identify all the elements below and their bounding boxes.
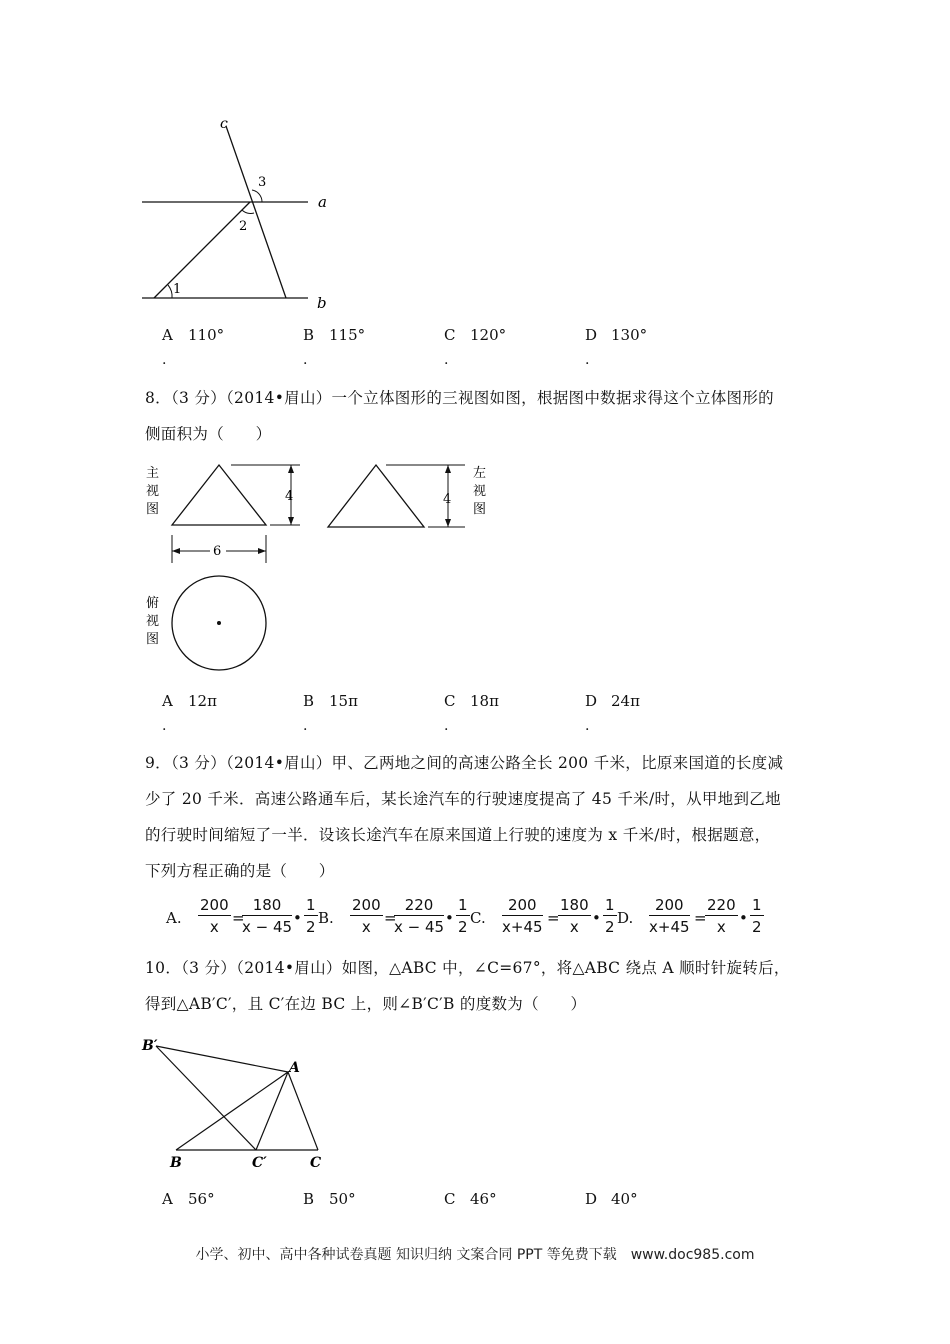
q7-option-a[interactable]: A 110°	[162, 326, 225, 344]
label-1: 1	[173, 282, 182, 297]
q9-stem	[145, 745, 825, 889]
page-footer: 小学、初中、高中各种试卷真题 知识归纳 文案合同 PPT 等免费下载 www.doc985.com	[195, 1247, 755, 1263]
q9-option-a-rhs: $\frac{180}{x - 45}$	[242, 896, 293, 936]
q10-option-d[interactable]: D 40°	[585, 1190, 638, 1208]
q9-line-3: 的行驶时间缩短了一半．设该长途汽车在原来国道上行驶的速度为 x 千米/时，根据题意，	[145, 826, 771, 844]
top-view-center	[217, 621, 221, 625]
q9-option-d-half: $\frac{1}{2}$	[752, 896, 762, 936]
svg-text:视: 视	[146, 484, 160, 499]
q7-option-dot: .	[444, 352, 449, 368]
q9-line-2: 少了 20 千米．高速公路通车后，某长途汽车的行驶速度提高了 45 千米/时，从甲地到乙地	[145, 790, 781, 808]
q8-line-1: 8．（3 分）（2014•眉山）一个立体图形的三视图如图，根据图中数据求得这个立体图形的	[145, 389, 774, 407]
q10-line-1: 10．（3 分）（2014•眉山）如图，△ABC 中，∠C=67°，将△ABC 绕点 A 顺时针旋转后，	[145, 959, 790, 977]
label-c: c	[220, 116, 228, 132]
q9-option-d-times: •	[739, 909, 748, 927]
front-view-triangle	[172, 465, 266, 525]
angle-2-arc	[242, 210, 254, 214]
label-A: A	[289, 1060, 300, 1076]
q7-option-dot: .	[162, 352, 167, 368]
q9-option-d-rhs: $\frac{220}{x}$	[707, 896, 736, 936]
svg-text:图: 图	[146, 632, 160, 647]
side-view-triangle	[328, 465, 424, 527]
q8-three-views-figure	[140, 455, 500, 680]
q10-option-a[interactable]: A 56°	[162, 1190, 215, 1208]
angle-1-arc	[168, 285, 172, 298]
q9-option-d-eq: =	[694, 909, 707, 927]
q7-option-dot: .	[585, 352, 590, 368]
q9-option-a-times: •	[293, 909, 302, 927]
q9-option-c-half: $\frac{1}{2}$	[605, 896, 615, 936]
svg-text:俯: 俯	[146, 596, 160, 611]
label-C: C	[310, 1155, 322, 1171]
q8-stem	[145, 380, 825, 452]
q9-option-b-eq: =	[384, 909, 397, 927]
q10-figure	[140, 1032, 340, 1177]
q10-option-c[interactable]: C 46°	[444, 1190, 497, 1208]
label-3: 3	[258, 175, 267, 190]
front-height-value: 4	[285, 489, 294, 504]
line-c	[226, 126, 286, 298]
label-B: B	[170, 1155, 182, 1171]
svg-text:图: 图	[473, 502, 487, 517]
label-Bp: B′	[142, 1038, 158, 1054]
front-view-label	[146, 466, 159, 517]
side-height-value: 4	[443, 492, 452, 507]
q9-option-a-label[interactable]: A.	[166, 909, 182, 927]
transversal	[154, 202, 250, 298]
q10-line-2: 得到△AB′C′，且 C′在边 BC 上，则∠B′C′B 的度数为（ ）	[145, 995, 587, 1013]
arrow-up	[445, 465, 451, 473]
angle-3-arc	[252, 190, 262, 202]
arrow-left	[172, 548, 180, 554]
q9-line-1: 9．（3 分）（2014•眉山）甲、乙两地之间的高速公路全长 200 千米，比原来国道的长度减	[145, 754, 784, 772]
side-view-label	[473, 466, 486, 517]
q9-option-d-label[interactable]: D.	[617, 909, 634, 927]
q9-option-b-lhs: $\frac{200}{x}$	[352, 896, 381, 936]
q9-option-a-lhs: $\frac{200}{x}$	[200, 896, 229, 936]
arrow-right	[258, 548, 266, 554]
label-b: b	[317, 294, 327, 312]
label-2: 2	[239, 219, 248, 234]
width-value: 6	[213, 544, 222, 559]
q9-option-d-lhs: $\frac{200}{x+45}$	[649, 896, 690, 936]
arrow-down	[445, 519, 451, 527]
q9-option-c-times: •	[592, 909, 601, 927]
svg-text:左: 左	[473, 466, 487, 481]
q8-option-dot: .	[303, 718, 308, 734]
seg-A-C	[288, 1072, 318, 1150]
svg-text:主: 主	[146, 466, 160, 481]
q9-options	[160, 895, 820, 945]
svg-text:视: 视	[473, 484, 487, 499]
arrow-up	[288, 465, 294, 473]
q7-option-b[interactable]: B 115°	[303, 326, 366, 344]
q8-option-dot: .	[162, 718, 167, 734]
q9-option-b-label[interactable]: B.	[318, 909, 334, 927]
q8-option-dot: .	[585, 718, 590, 734]
seg-Bp-Cp	[156, 1046, 256, 1150]
q8-option-c[interactable]: C 18π	[444, 692, 499, 710]
q9-option-a-eq: =	[232, 909, 245, 927]
q9-option-a-half: $\frac{1}{2}$	[306, 896, 316, 936]
q7-option-dot: .	[303, 352, 308, 368]
q9-option-c-lhs: $\frac{200}{x+45}$	[502, 896, 543, 936]
q9-option-b-half: $\frac{1}{2}$	[458, 896, 468, 936]
q8-option-a[interactable]: A 12π	[162, 692, 217, 710]
q8-option-dot: .	[444, 718, 449, 734]
seg-Bp-A	[156, 1046, 288, 1072]
q8-line-2: 侧面积为（ ）	[145, 425, 272, 443]
q9-line-4: 下列方程正确的是（ ）	[145, 862, 335, 880]
arrow-down	[288, 517, 294, 525]
q9-option-c-rhs: $\frac{180}{x}$	[560, 896, 589, 936]
q7-figure	[140, 110, 340, 315]
q8-option-b[interactable]: B 15π	[303, 692, 358, 710]
svg-text:图: 图	[146, 502, 160, 517]
q10-stem	[145, 950, 825, 1022]
q9-option-c-label[interactable]: C.	[470, 909, 486, 927]
q7-option-c[interactable]: C 120°	[444, 326, 507, 344]
label-a: a	[318, 193, 327, 211]
q8-option-d[interactable]: D 24π	[585, 692, 640, 710]
q9-option-c-eq: =	[547, 909, 560, 927]
q7-option-d[interactable]: D 130°	[585, 326, 648, 344]
q10-option-b[interactable]: B 50°	[303, 1190, 356, 1208]
svg-text:视: 视	[146, 614, 160, 629]
top-view-label	[146, 596, 159, 647]
q9-option-b-times: •	[445, 909, 454, 927]
label-Cp: C′	[252, 1155, 267, 1171]
q9-option-b-rhs: $\frac{220}{x - 45}$	[394, 896, 445, 936]
